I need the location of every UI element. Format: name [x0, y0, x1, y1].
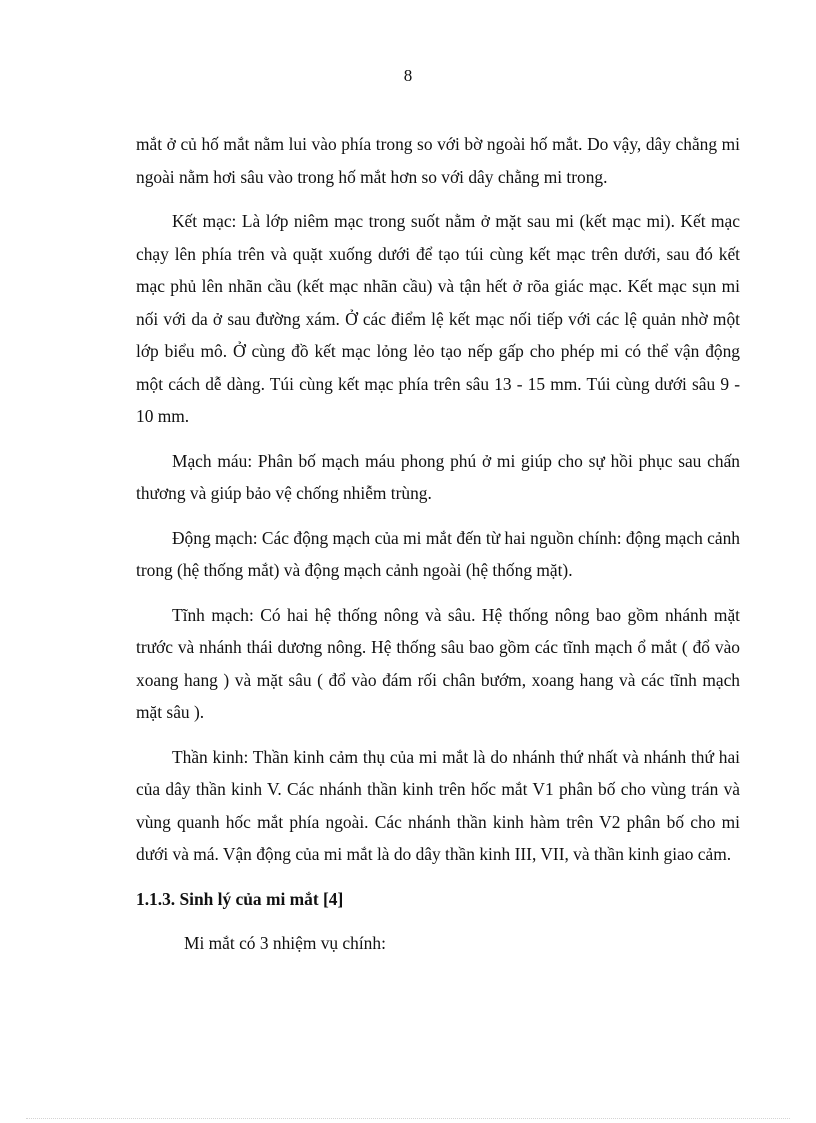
- paragraph-tinh-mach: Tĩnh mạch: Có hai hệ thống nông và sâu. Hệ thống nông bao gồm nhánh mặt trước và nhánh thái dương nông. Hệ thống sâu bao gồm các tĩnh mạch ổ mắt ( đổ vào xoang hang ) và mặt sâu ( đổ vào đám rối chân bướm, xoang hang và các tĩnh mạch mặt sâu ).: [136, 604, 740, 722]
- paragraph-mach-mau: Mạch máu: Phân bố mạch máu phong phú ở mi giúp cho sự hồi phục sau chấn thương và giúp bảo vệ chống nhiễm trùng.: [136, 450, 740, 503]
- paragraph-continuation: mắt ở củ hố mắt nằm lui vào phía trong so với bờ ngoài hố mắt. Do vậy, dây chằng mi ngoài nằm hơi sâu vào trong hố mắt hơn so với dây chằng mi trong.: [136, 134, 740, 187]
- page-bottom-divider: [26, 1118, 790, 1119]
- paragraph-dong-mach: Động mạch: Các động mạch của mi mắt đến từ hai nguồn chính: động mạch cảnh trong (hệ thống mắt) và động mạch cảnh ngoài (hệ thống mặt).: [136, 527, 740, 580]
- page-number: 8: [403, 66, 413, 85]
- document-body: [136, 128, 740, 960]
- paragraph-than-kinh: Thần kinh: Thần kinh cảm thụ của mi mắt là do nhánh thứ nhất và nhánh thứ hai của dây thần kinh V. Các nhánh thần kinh trên hốc mắt V1 phân bố cho vùng trán và vùng quanh hốc mắt phía ngoài. Các nhánh thần kinh hàm trên V2 phân bố cho mi dưới và má. Vận động của mi mắt là do dây thần kinh III, VII, và thần kinh giao cảm.: [136, 746, 740, 864]
- section-intro: Mi mắt có 3 nhiệm vụ chính:: [184, 933, 386, 953]
- section-heading: 1.1.3. Sinh lý của mi mắt [4]: [136, 888, 344, 909]
- paragraph-ket-mac: Kết mạc: Là lớp niêm mạc trong suốt nằm ở mặt sau mi (kết mạc mi). Kết mạc chạy lên phía trên và quặt xuống dưới để tạo túi cùng kết mạc trên dưới, sau đó kết mạc phủ lên nhãn cầu (kết mạc nhãn cầu) và tận hết ở rõa giác mạc. Kết mạc sụn mi nối với da ở sau đường xám. Ở các điểm lệ kết mạc nối tiếp với các lệ quản nhờ một lớp biểu mô. Ở cùng đồ kết mạc lỏng lẻo tạo nếp gấp cho phép mi có thể vận động một cách dễ dàng. Túi cùng kết mạc phía trên sâu 13 - 15 mm. Túi cùng dưới sâu 9 - 10 mm.: [136, 211, 740, 426]
